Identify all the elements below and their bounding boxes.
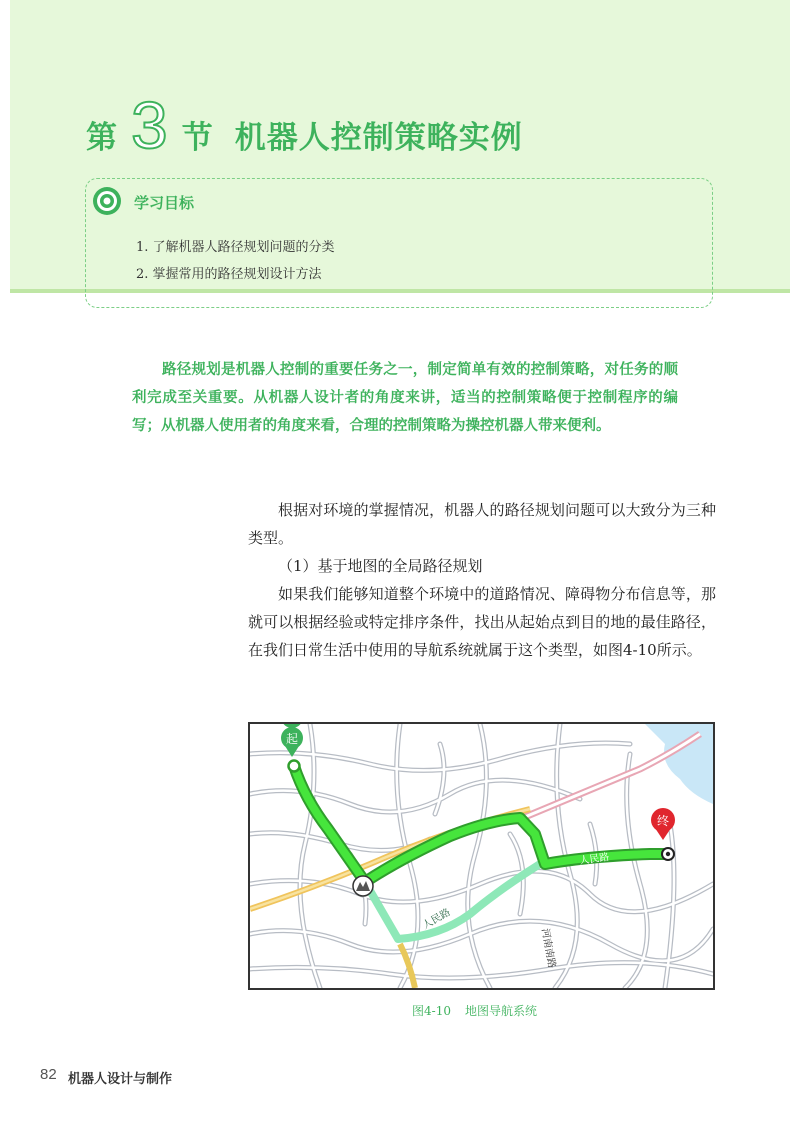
section-name: 机器人控制策略实例 [234, 120, 523, 156]
road-label: 河南南路 [539, 927, 557, 969]
section-title [86, 88, 523, 162]
body-paragraph: 如果我们能够知道整个环境中的道路情况、障碍物分布信息等，那就可以根据经验或特定排序条件，找出从起始点到目的地的最佳路径，在我们日常生活中使用的导航系统就属于这个类型，如图4-10所示。 [248, 585, 716, 659]
goal-item: 2. 掌握常用的路径规划设计方法 [136, 267, 322, 282]
subsection-heading: （1）基于地图的全局路径规划 [278, 557, 483, 575]
book-title: 机器人设计与制作 [68, 1072, 173, 1087]
end-label: 终 [656, 814, 670, 828]
page-number: 82 [40, 1066, 57, 1083]
goal-item: 1. 了解机器人路径规划问题的分类 [136, 240, 335, 255]
road-label: 人民路 [578, 851, 611, 867]
map-illustration [250, 724, 713, 988]
learning-goals-title: 学习目标 [134, 194, 195, 212]
figure-number: 图4-10 [412, 1004, 451, 1018]
figure-title: 地图导航系统 [464, 1004, 537, 1018]
landmark-icon [353, 876, 373, 896]
figure-caption [412, 1002, 537, 1019]
navigation-map [248, 722, 715, 990]
section-suffix: 节 [181, 120, 213, 156]
target-icon [92, 186, 122, 216]
section-prefix: 第 [86, 120, 117, 156]
road-label: 人民路 [421, 907, 453, 932]
section-number: 3 [131, 88, 168, 162]
body-paragraph: 根据对环境的掌握情况，机器人的路径规划问题可以大致分为三种类型。 [248, 501, 716, 547]
start-label: 起 [285, 732, 299, 746]
intro-paragraph: 路径规划是机器人控制的重要任务之一，制定简单有效的控制策略，对任务的顺利完成至关重要。从机器人设计者的角度来讲，适当的控制策略便于控制程序的编写；从机器人使用者的角度来看，合理的控制策略为操控机器人带来便利。 [132, 362, 678, 434]
